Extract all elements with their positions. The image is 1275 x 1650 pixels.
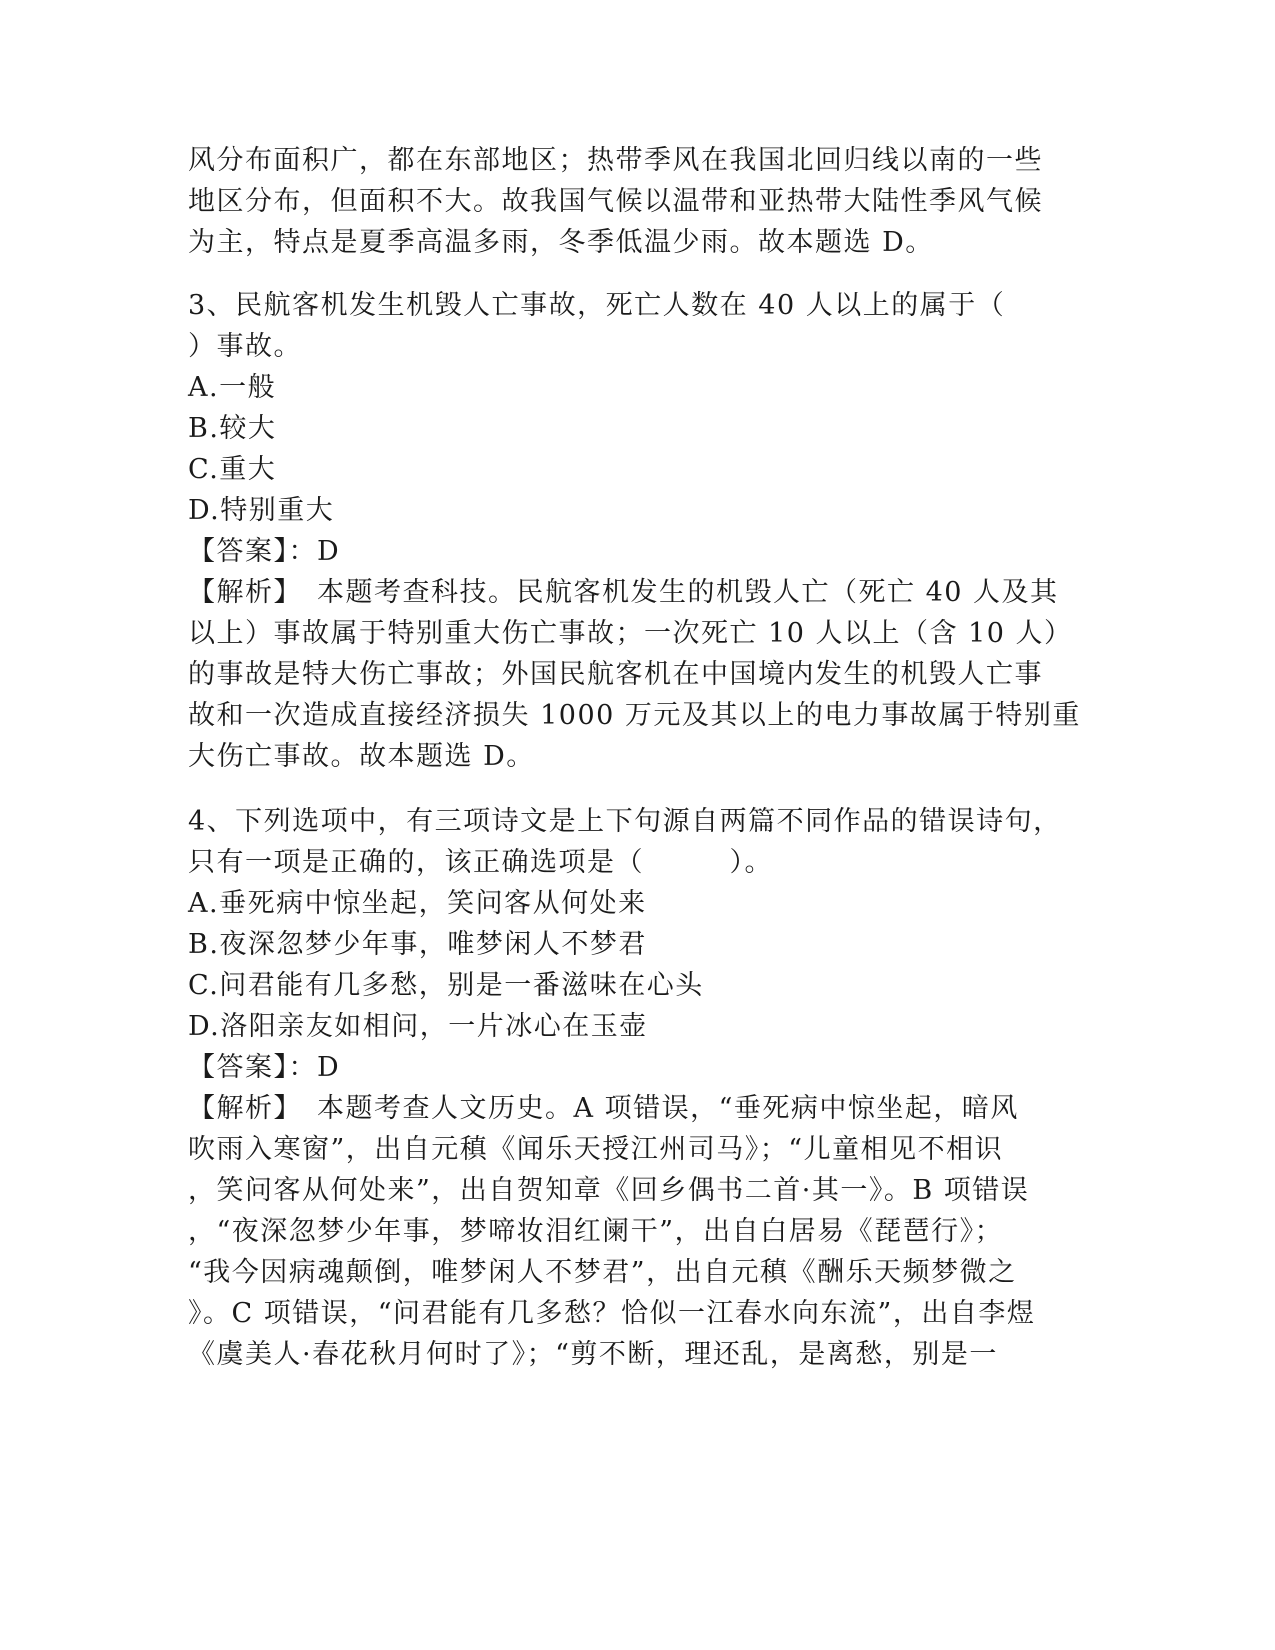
question-3-option-d: D.特别重大 [188, 495, 335, 526]
question-4-option-a: A.垂死病中惊坐起，笑问客从何处来 [188, 888, 647, 919]
question-3-analysis: 大伤亡事故。故本题选 D。 [188, 741, 535, 772]
intro-line: 地区分布，但面积不大。故我国气候以温带和亚热带大陆性季风气候 [188, 186, 1043, 217]
question-3-answer: 【答案】：D [188, 536, 341, 567]
question-3-option-a: A.一般 [188, 372, 277, 403]
question-4-option-d: D.洛阳亲友如相问，一片冰心在玉壶 [188, 1011, 648, 1042]
question-4-analysis: ，笑问客从何处来”，出自贺知章《回乡偶书二首·其一》。B 项错误 [188, 1175, 1030, 1206]
question-4-text: 4、下列选项中，有三项诗文是上下句源自两篇不同作品的错误诗句， [188, 806, 1062, 837]
question-4-analysis: ，“夜深忽梦少年事，梦啼妆泪红阑干”，出自白居易《琵琶行》； [188, 1216, 1004, 1247]
question-3-option-c: C.重大 [188, 454, 277, 485]
question-3-text: 3、民航客机发生机毁人亡事故，死亡人数在 40 人以上的属于（ [188, 290, 1006, 321]
question-4-text: 只有一项是正确的，该正确选项是（ ）。 [188, 847, 773, 878]
question-4-analysis: 【解析】 本题考查人文历史。A 项错误，“垂死病中惊坐起，暗风 [188, 1093, 1019, 1124]
intro-line: 为主，特点是夏季高温多雨，冬季低温少雨。故本题选 D。 [188, 227, 934, 258]
question-3-analysis: 以上）事故属于特别重大伤亡事故；一次死亡 10 人以上（含 10 人） [188, 618, 1073, 649]
question-3-analysis: 【解析】 本题考查科技。民航客机发生的机毁人亡（死亡 40 人及其 [188, 577, 1059, 608]
question-4-analysis: “我今因病魂颠倒，唯梦闲人不梦君”，出自元稹《酬乐天频梦微之 [188, 1257, 1017, 1288]
intro-line: 风分布面积广，都在东部地区；热带季风在我国北回归线以南的一些 [188, 145, 1043, 176]
question-4-analysis: 《虞美人·春花秋月何时了》；“剪不断，理还乱，是离愁，别是一 [188, 1339, 998, 1370]
question-3-text: ）事故。 [188, 331, 302, 362]
question-3-analysis: 故和一次造成直接经济损失 1000 万元及其以上的电力事故属于特别重 [188, 700, 1081, 731]
question-4-option-b: B.夜深忽梦少年事，唯梦闲人不梦君 [188, 929, 647, 960]
question-4-analysis: 吹雨入寒窗”，出自元稹《闻乐天授江州司马》；“儿童相见不相识 [188, 1134, 1004, 1165]
question-3-analysis: 的事故是特大伤亡事故；外国民航客机在中国境内发生的机毁人亡事 [188, 659, 1043, 690]
question-4-answer: 【答案】：D [188, 1052, 341, 1083]
question-4-option-c: C.问君能有几多愁，别是一番滋味在心头 [188, 970, 704, 1001]
question-3-option-b: B.较大 [188, 413, 277, 444]
question-4-analysis: 》。C 项错误，“问君能有几多愁？恰似一江春水向东流”，出自李煜 [188, 1298, 1036, 1329]
